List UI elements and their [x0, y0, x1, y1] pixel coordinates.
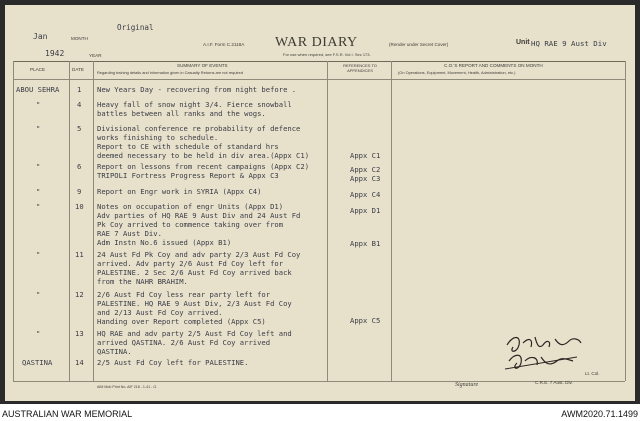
row-line: PALESTINE. 2 Sec 2/6 Aust Fd Coy arrived back [97, 268, 292, 277]
row-line: from the NAHR BRAHIM. [97, 277, 188, 286]
row-line: Pk Coy arrived to commence taking over from [97, 220, 284, 229]
table-right-border [625, 61, 626, 381]
row-line: Report on lessons from recent campaigns (Appx C2) [97, 162, 310, 171]
row-date: 13 [75, 329, 84, 338]
column-note-co-report: (On Operations, Equipment, Movement, Health, Administration, etc.) [398, 70, 516, 75]
secret-cover-note: (Render under Secret Cover) [389, 42, 449, 47]
row-line: works finishing to schedule. [97, 133, 219, 142]
row-date: 4 [77, 100, 82, 109]
row-date: 11 [75, 250, 84, 259]
column-header-co-report: C.O.'S REPORT AND COMMENTS ON MONTH [444, 63, 543, 68]
refs-column-divider [391, 61, 392, 381]
row-date: 14 [75, 358, 84, 367]
row-line: QASTINA. [97, 347, 132, 356]
year-label: YEAR [89, 53, 102, 58]
unit-value: HQ RAE 9 Aust Div [531, 39, 607, 48]
row-place: " [36, 100, 41, 109]
row-place: " [36, 290, 41, 299]
signature-role: C.R.E. 7 Aust. Div. [535, 380, 573, 385]
row-appendix-ref: Appx B1 [350, 239, 381, 248]
column-header-place: PLACE [30, 67, 46, 72]
row-date: 9 [77, 187, 82, 196]
month-label: MONTH [71, 36, 88, 41]
row-place: " [36, 329, 41, 338]
row-place: QASTINA [22, 358, 53, 367]
table-left-border [13, 61, 14, 381]
row-line: Notes on occupation of engr Units (Appx D1) [97, 202, 284, 211]
row-line: Adm Instn No.6 issued (Appx B1) [97, 238, 232, 247]
archive-credit: AUSTRALIAN WAR MEMORIAL [2, 409, 133, 419]
row-line: arrived QASTINA. 2/6 Aust Fd Coy arrived [97, 338, 271, 347]
row-date: 12 [75, 290, 84, 299]
column-header-summary: SUMMARY OF EVENTS [177, 63, 228, 68]
form-reference: A.I.F. Form C.2118A [203, 42, 245, 47]
year-value: 1942 [45, 49, 65, 58]
row-line: Report on Engr work in SYRIA (Appx C4) [97, 187, 262, 196]
printer-imprint: AIM Mob Print No. AIF 218 - 1-41 - G. [97, 385, 158, 389]
row-appendix-ref: Appx C2 [350, 165, 381, 174]
row-appendix-ref: Appx C3 [350, 174, 381, 183]
row-date: 10 [75, 202, 84, 211]
unit-label: Unit [516, 39, 530, 46]
row-date: 1 [77, 85, 82, 94]
row-line: 2/5 Aust Fd Coy left for PALESTINE. [97, 358, 249, 367]
table-bottom-border [13, 381, 625, 382]
table-header-divider [13, 79, 625, 80]
row-appendix-ref: Appx C4 [350, 190, 381, 199]
handwritten-signature [503, 331, 585, 377]
row-place: " [36, 187, 41, 196]
original-stamp: Original [117, 23, 154, 32]
row-line: New Years Day - recovering from night before . [97, 85, 297, 94]
row-place: ABOU SEHRA [16, 85, 60, 94]
place-column-divider [69, 61, 70, 381]
column-note-summary: Regarding training details and information given in Casualty Returns are not required [97, 70, 243, 75]
row-line: HQ RAE and adv party 2/5 Aust Fd Coy left and [97, 329, 292, 338]
document-title: WAR DIARY [275, 35, 358, 50]
signature-rank: Lt. Col. [585, 371, 600, 376]
row-line: PALESTINE. HQ RAE 9 Aust Div, 2/3 Aust Fd Coy [97, 299, 292, 308]
row-date: 6 [77, 162, 82, 171]
row-place: " [36, 250, 41, 259]
row-line: deemed necessary to be held in div area.(Appx C1) [97, 151, 310, 160]
signature-label: Signature [455, 382, 479, 388]
table-top-border [13, 61, 625, 62]
row-line: 2/6 Aust Fd Coy less rear party left for [97, 290, 271, 299]
row-appendix-ref: Appx C5 [350, 316, 381, 325]
summary-column-divider [327, 61, 328, 381]
row-line: Divisional conference re probability of defence [97, 124, 301, 133]
row-place: " [36, 202, 41, 211]
archive-reference: AWM2020.71.1499 [561, 409, 638, 419]
row-date: 5 [77, 124, 82, 133]
row-place: " [36, 124, 41, 133]
row-place: " [36, 162, 41, 171]
row-line: Adv parties of HQ RAE 9 Aust Div and 24 Aust Fd [97, 211, 301, 220]
row-line: arrived. Adv party 2/6 Aust Fd Coy left for [97, 259, 284, 268]
row-line: and 2/13 Aust Fd Coy arrived. [97, 308, 223, 317]
war-diary-sheet [5, 5, 635, 401]
row-line: Handing over Report completed (Appx C5) [97, 317, 266, 326]
row-line: RAE 7 Aust Div. [97, 229, 162, 238]
row-line: 24 Aust Fd Pk Coy and adv party 2/3 Aust Fd Coy [97, 250, 301, 259]
row-appendix-ref: Appx C1 [350, 151, 381, 160]
title-subtitle: For use when required, see F.S.R. Vol I. Sec 173. [283, 52, 371, 57]
row-line: Heavy fall of snow night 3/4. Fierce snowball [97, 100, 292, 109]
row-line: TRIPOLI Fortress Progress Report & Appx C3 [97, 171, 279, 180]
column-header-date: DATE [72, 67, 84, 72]
row-line: battles between all ranks and the wogs. [97, 109, 266, 118]
column-header-refs: REFERENCES TO APPENDICES [343, 63, 377, 73]
row-appendix-ref: Appx D1 [350, 206, 381, 215]
date-column-divider [93, 61, 94, 381]
month-value: Jan [33, 32, 48, 41]
row-line: Report to CE with schedule of standard hrs [97, 142, 279, 151]
